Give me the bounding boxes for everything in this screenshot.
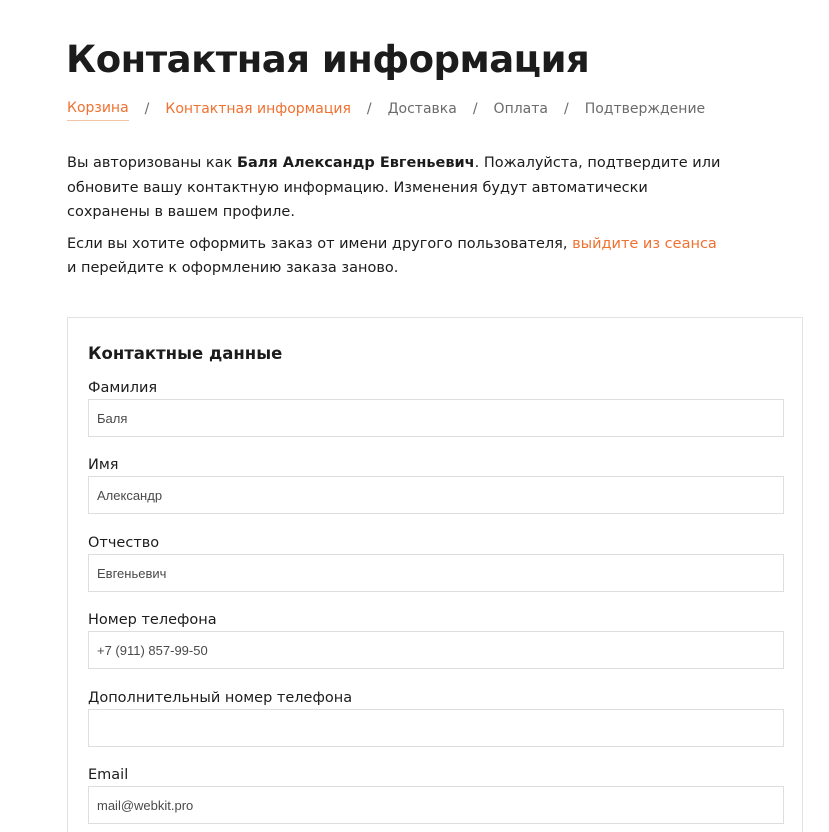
logout-hint-paragraph [67,232,727,281]
step-delivery: Доставка [387,101,457,117]
phone-input[interactable] [88,631,784,669]
auth-info-suffix: . Пожалуйста, подтвердите или обновите вашу контактную информацию. Изменения будут автоматически сохранены в вашем профиле. [67,155,721,220]
auth-info-paragraph [67,151,727,225]
first-name-label: Имя [88,457,119,473]
step-contact-info: Контактная информация [165,101,351,117]
step-payment: Оплата [493,101,548,117]
auth-info-prefix: Вы авторизованы как [67,155,237,171]
patronymic-label: Отчество [88,535,160,551]
first-name-input[interactable] [88,476,784,514]
checkout-steps-breadcrumb [67,97,705,121]
logout-hint-suffix: и перейдите к оформлению заказа заново. [67,260,399,276]
step-cart-link[interactable]: Корзина [67,97,129,121]
patronymic-input[interactable] [88,554,784,592]
email-input[interactable] [88,786,784,824]
breadcrumb-separator: / [472,101,478,117]
logout-hint-prefix: Если вы хотите оформить заказ от имени другого пользователя, [67,235,573,252]
user-full-name: Баля Александр Евгеньевич [236,155,475,171]
extra-phone-label: Дополнительный номер телефона [88,690,353,706]
contact-details-title: Контактные данные [88,344,283,363]
contact-details-card [67,317,803,832]
last-name-label: Фамилия [88,380,158,396]
phone-label: Номер телефона [88,612,217,628]
page-title: Контактная информация [66,38,590,81]
breadcrumb-separator: / [563,101,569,117]
email-label: Email [88,767,129,783]
breadcrumb-separator: / [144,101,150,117]
step-confirmation: Подтверждение [584,101,706,117]
last-name-input[interactable] [88,399,784,437]
logout-link[interactable]: выйдите из сеанса [572,235,717,252]
intro-text [67,151,727,288]
extra-phone-input[interactable] [88,709,784,747]
breadcrumb-separator: / [366,101,372,117]
